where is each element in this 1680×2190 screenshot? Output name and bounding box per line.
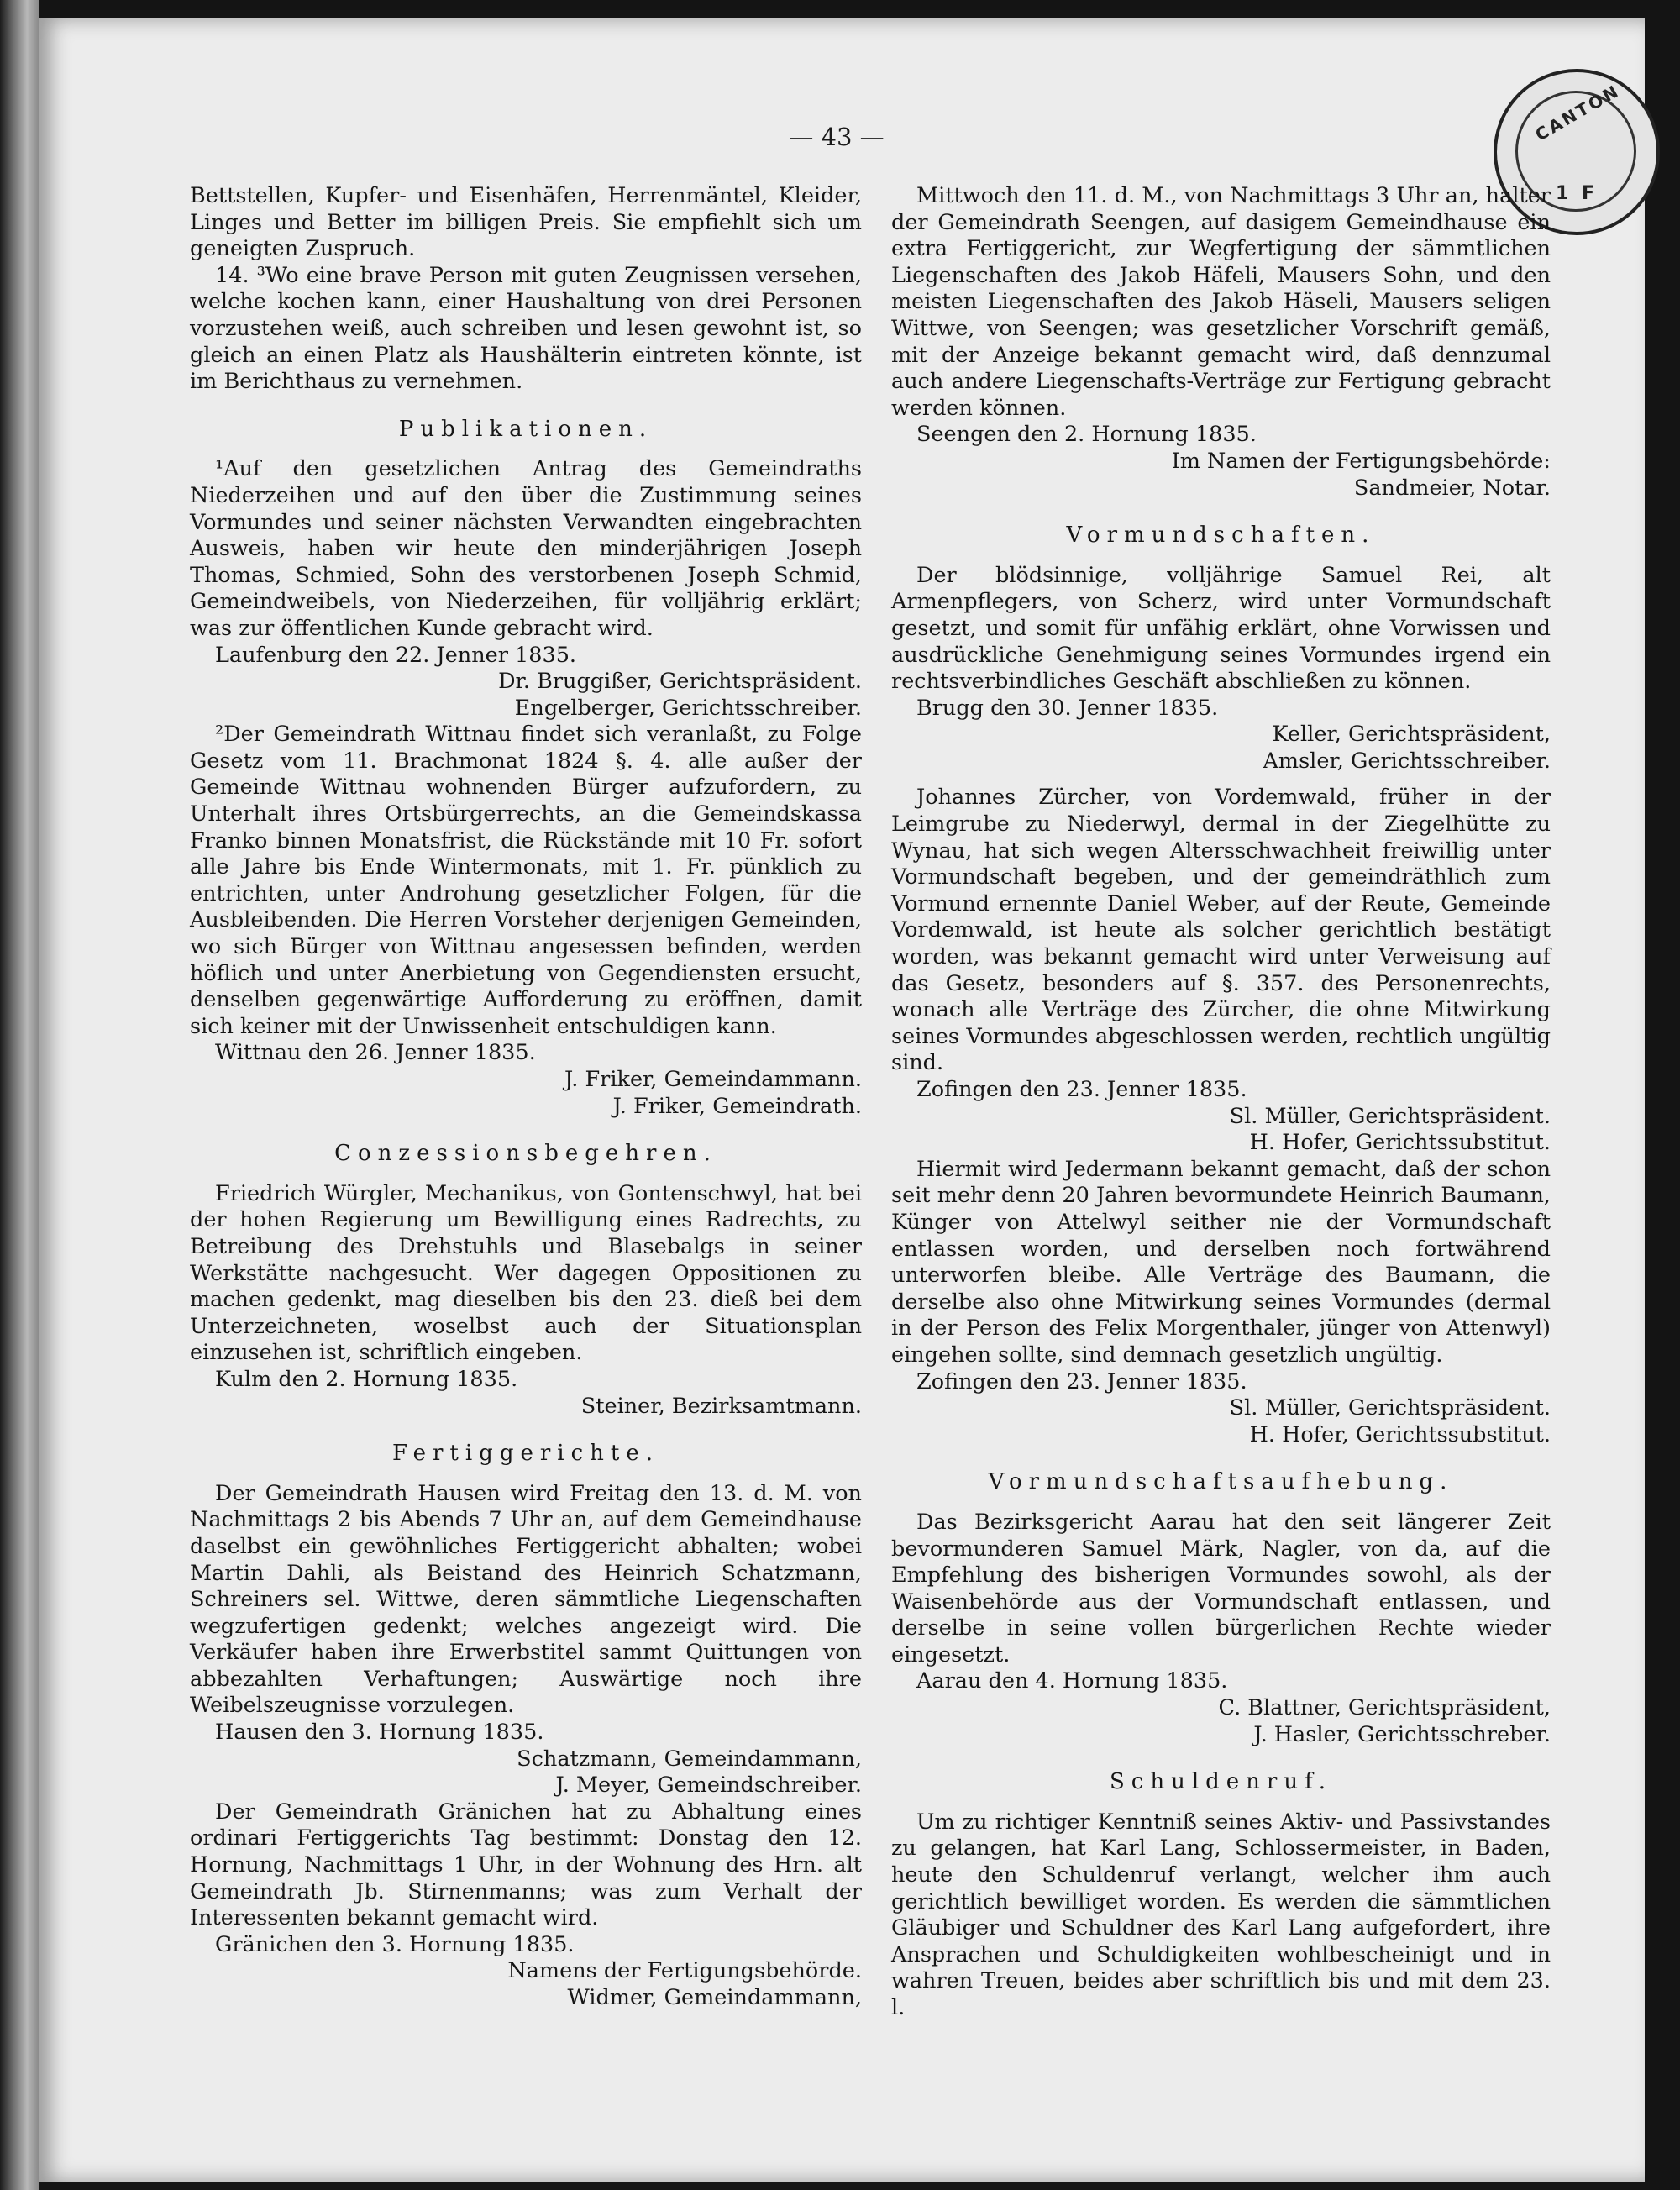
fertiggericht-1-signature-2: J. Meyer, Gemeindschreiber.	[555, 1772, 862, 1799]
guardianship-3-text: Hiermit wird Jedermann bekannt gemacht, daß der schon seit mehr denn 20 Jahren bevormundete Heinrich Baumann, Künger von Attelwyl seither nie der Vormundschaft entlassen worden, und derselben noch fortwährend unterworfen bleibe. Alle Verträge des Baumann, die derselbe also ohne Mitwirkung seines Vormundes (dermal in der Person des Felix Morgenthaler, jünger von Attenwyl) eingehen sollte, sind demnach gesetzlich ungültig.	[891, 1156, 1551, 1368]
fertiggericht-2-signature-1: Namens der Fertigungsbehörde.	[507, 1958, 862, 1984]
section-heading-schuldenruf: Schuldenruf.	[1109, 1769, 1333, 1795]
publication-1-text: ¹Auf den gesetzlichen Antrag des Gemeindraths Niederzeihen und auf den über die Zustimmung seines Vormundes und seiner nächsten Verwandten eingebrachten Ausweis, haben wir heute den minderjährigen Joseph Thomas, Schmied, Sohn des verstorbenen Joseph Schmid, Gemeindweibels, von Niederzeihen, für volljährig erklärt; was zur öffentlichen Kunde gebracht wird.	[190, 456, 862, 641]
section-heading-conzessionsbegehren: Conzessionsbegehren.	[334, 1141, 717, 1167]
section-heading-vormundschaftsaufhebung: Vormundschaftsaufhebung.	[988, 1469, 1454, 1495]
concession-date: Kulm den 2. Hornung 1835.	[215, 1366, 518, 1392]
publication-2-signature-2: J. Friker, Gemeindrath.	[612, 1093, 862, 1119]
guardianship-2-signature-1: Sl. Müller, Gerichtspräsident.	[1229, 1103, 1551, 1129]
seengen-text: Mittwoch den 11. d. M., von Nachmittags 3 Uhr an, halter der Gemeindrath Seengen, auf dasigem Gemeindhause ein extra Fertiggericht, zur Wegfertigung der sämmtlichen Liegenschaften des Jakob Häfeli, Mausers Sohn, und den meisten Liegenschaften des Jakob Häseli, Mausers seligen Wittwe, von Seengen; was gesetzlicher Vorschrift gemäß, mit der Anzeige bekannt gemacht wird, daß dennzumal auch andere Liegenschafts-Verträge zur Fertigung gebracht werden können.	[891, 183, 1551, 421]
debt-call-text: Um zu richtiger Kenntniß seines Aktiv- und Passivstandes zu gelangen, hat Karl Lang, Schlossermeister, in Baden, heute den Schuldenruf verlangt, welcher ihm auch gerichtlich bewilliget worden. Es werden die sämmtlichen Gläubiger und Schuldner des Karl Lang aufgefordert, ihre Ansprachen und Schuldigkeiten wohlbescheinigt und in wahren Treuen, beides aber schriftlich bis und mit dem 23. l.	[891, 1809, 1551, 2020]
publication-2-date: Wittnau den 26. Jenner 1835.	[215, 1040, 536, 1066]
section-heading-publikationen: Publikationen.	[398, 416, 654, 442]
facing-page-edge	[0, 0, 39, 2190]
fertiggericht-2-text: Der Gemeindrath Gränichen hat zu Abhaltung eines ordinari Fertiggerichts Tag bestimmt: Donstag den 12. Hornung, Nachmittags 1 Uhr, in der Wohnung des Hrn. alt Gemeindrath Jb. Stirnenmanns; was zum Verhalt der Interessenten bekannt gemacht wird.	[190, 1799, 862, 1931]
concession-signature: Steiner, Bezirksamtmann.	[580, 1393, 862, 1419]
left-column	[190, 183, 862, 2012]
guardianship-1-date: Brugg den 30. Jenner 1835.	[916, 695, 1219, 721]
seengen-date: Seengen den 2. Hornung 1835.	[916, 422, 1257, 448]
ad-14: 14. ³Wo eine brave Person mit guten Zeugnissen versehen, welche kochen kann, einer Haushaltung von drei Personen vorzustehen weiß, auch schreiben und lesen gewohnt ist, so gleich an einen Platz als Haushälterin eintreten könnte, ist im Berichthaus zu vernehmen.	[190, 262, 862, 395]
publication-1-signature-2: Engelberger, Gerichtsschreiber.	[514, 695, 862, 721]
fertiggericht-2-date: Gränichen den 3. Hornung 1835.	[215, 1931, 575, 1957]
newspaper-page	[39, 18, 1645, 2182]
guardianship-1-signature-1: Keller, Gerichtspräsident,	[1272, 722, 1551, 748]
stamp-top-text: CANTON	[1531, 80, 1624, 145]
guardianship-2-signature-2: H. Hofer, Gerichtssubstitut.	[1249, 1130, 1551, 1156]
section-heading-fertiggerichte: Fertiggerichte.	[391, 1441, 660, 1467]
release-signature-1: C. Blattner, Gerichtspräsident,	[1218, 1695, 1551, 1721]
guardianship-1-text: Der blödsinnige, volljährige Samuel Rei, alt Armenpflegers, von Scherz, wird unter Vormundschaft gesetzt, und somit für unfähig erklärt, ohne Vorwissen und ausdrückliche Genehmigung seines Vormundes irgend ein rechtsverbindliches Geschäft abschließen zu können.	[891, 562, 1551, 695]
seengen-signature-2: Sandmeier, Notar.	[1353, 475, 1551, 501]
publication-1-signature-1: Dr. Bruggißer, Gerichtspräsident.	[498, 669, 862, 695]
guardianship-3-date: Zofingen den 23. Jenner 1835.	[916, 1368, 1247, 1394]
ad-continuation: Bettstellen, Kupfer- und Eisenhäfen, Herrenmäntel, Kleider, Linges und Better im billigen Preis. Sie empfiehlt sich um geneigten Zuspruch.	[190, 183, 862, 262]
publication-2-text: ²Der Gemeindrath Wittnau findet sich veranlaßt, zu Folge Gesetz vom 11. Brachmonat 1824 §. 4. alle außer der Gemeinde Wittnau wohnenden Bürger aufzufordern, zu Unterhalt ihres Ortsbürgerrechts, an die Gemeindskassa Franko binnen Monatsfrist, die Rückstände mit 10 Fr. sofort alle Jahre bis Ende Wintermonats, mit 1. Fr. pünklich zu entrichten, unter Androhung gesetzlicher Folgen, für die Ausbleibenden. Die Herren Vorsteher derjenigen Gemeinden, wo sich Bürger von Wittnau angesessen befinden, werden höflich und unter Anerbietung von Gegendiensten ersucht, denselben gegenwärtige Aufforderung zu eröffnen, damit sich keiner mit der Unwissenheit entschuldigen kann.	[190, 722, 862, 1039]
guardianship-3-signature-2: H. Hofer, Gerichtssubstitut.	[1249, 1421, 1551, 1447]
guardianship-2-date: Zofingen den 23. Jenner 1835.	[916, 1077, 1247, 1102]
guardianship-2-text: Johannes Zürcher, von Vordemwald, früher in der Leimgrube zu Niederwyl, dermal in der Ziegelhütte zu Wynau, hat sich wegen Altersschwachheit freiwillig unter Vormundschaft begeben, und der gemeindräthlich zum Vormund ernennte Daniel Weber, auf der Reute, Gemeinde Vordemwald, ist heute als solcher gerichtlich bestätigt worden, was bekannt gemacht wird unter Verweisung auf das Gesetz, besonders auf §. 357. des Personenrechts, wonach alle Verträge des Zürcher, die ohne Mitwirkung seines Vormundes abgeschlossen werden, rechtlich ungültig sind.	[891, 785, 1551, 1076]
fertiggericht-1-signature-1: Schatzmann, Gemeindammann,	[517, 1746, 862, 1772]
release-date: Aarau den 4. Hornung 1835.	[916, 1668, 1228, 1694]
fertiggericht-1-date: Hausen den 3. Hornung 1835.	[215, 1720, 544, 1746]
publication-1-date: Laufenburg den 22. Jenner 1835.	[215, 642, 577, 668]
stamp-bottom-text: 1 F	[1556, 183, 1598, 204]
section-heading-vormundschaften: Vormundschaften.	[1066, 523, 1376, 549]
guardianship-1-signature-2: Amsler, Gerichtsschreiber.	[1263, 748, 1551, 774]
guardianship-3-signature-1: Sl. Müller, Gerichtspräsident.	[1229, 1395, 1551, 1421]
fertiggericht-2-signature-2: Widmer, Gemeindammann,	[567, 1985, 862, 2010]
concession-text: Friedrich Würgler, Mechanikus, von Gontenschwyl, hat bei der hohen Regierung um Bewilligung eines Radrechts, zu Betreibung des Drehstuhls und Blasebalgs in seiner Werkstätte nachgesucht. Wer dagegen Oppositionen zu machen gedenkt, mag dieselben bis den 23. dieß bei dem Unterzeichneten, woselbst auch der Situationsplan einzusehen ist, schriftlich eingeben.	[190, 1180, 862, 1366]
fertiggericht-1-text: Der Gemeindrath Hausen wird Freitag den 13. d. M. von Nachmittags 2 bis Abends 7 Uhr an, auf dem Gemeindhause daselbst ein gewöhnliches Fertiggericht abhalten; wobei Martin Dahli, als Beistand des Heinrich Schatzmann, Schreiners sel. Wittwe, deren sämmtliche Liegenschaften wegzufertigen gedenkt; welches angezeigt wird. Die Verkäufer haben ihre Erwerbstitel sammt Quittungen von abbezahlten Verhaftungen; Auswärtige noch ihre Weibelszeugnisse vorzulegen.	[190, 1480, 862, 1719]
right-column	[891, 183, 1551, 2022]
seengen-signature-1: Im Namen der Fertigungsbehörde:	[1171, 448, 1551, 474]
release-text: Das Bezirksgericht Aarau hat den seit längerer Zeit bevormunderen Samuel Märk, Nagler, von da, auf die Empfehlung des bisherigen Vormundes sowohl, als der Waisenbehörde aus der Vormundschaft entlassen, und derselbe in seine vollen bürgerlichen Rechte wieder eingesetzt.	[891, 1509, 1551, 1667]
release-signature-2: J. Hasler, Gerichtsschreber.	[1253, 1721, 1551, 1747]
publication-2-signature-1: J. Friker, Gemeindammann.	[564, 1067, 862, 1092]
page-number: — 43 —	[789, 123, 885, 151]
